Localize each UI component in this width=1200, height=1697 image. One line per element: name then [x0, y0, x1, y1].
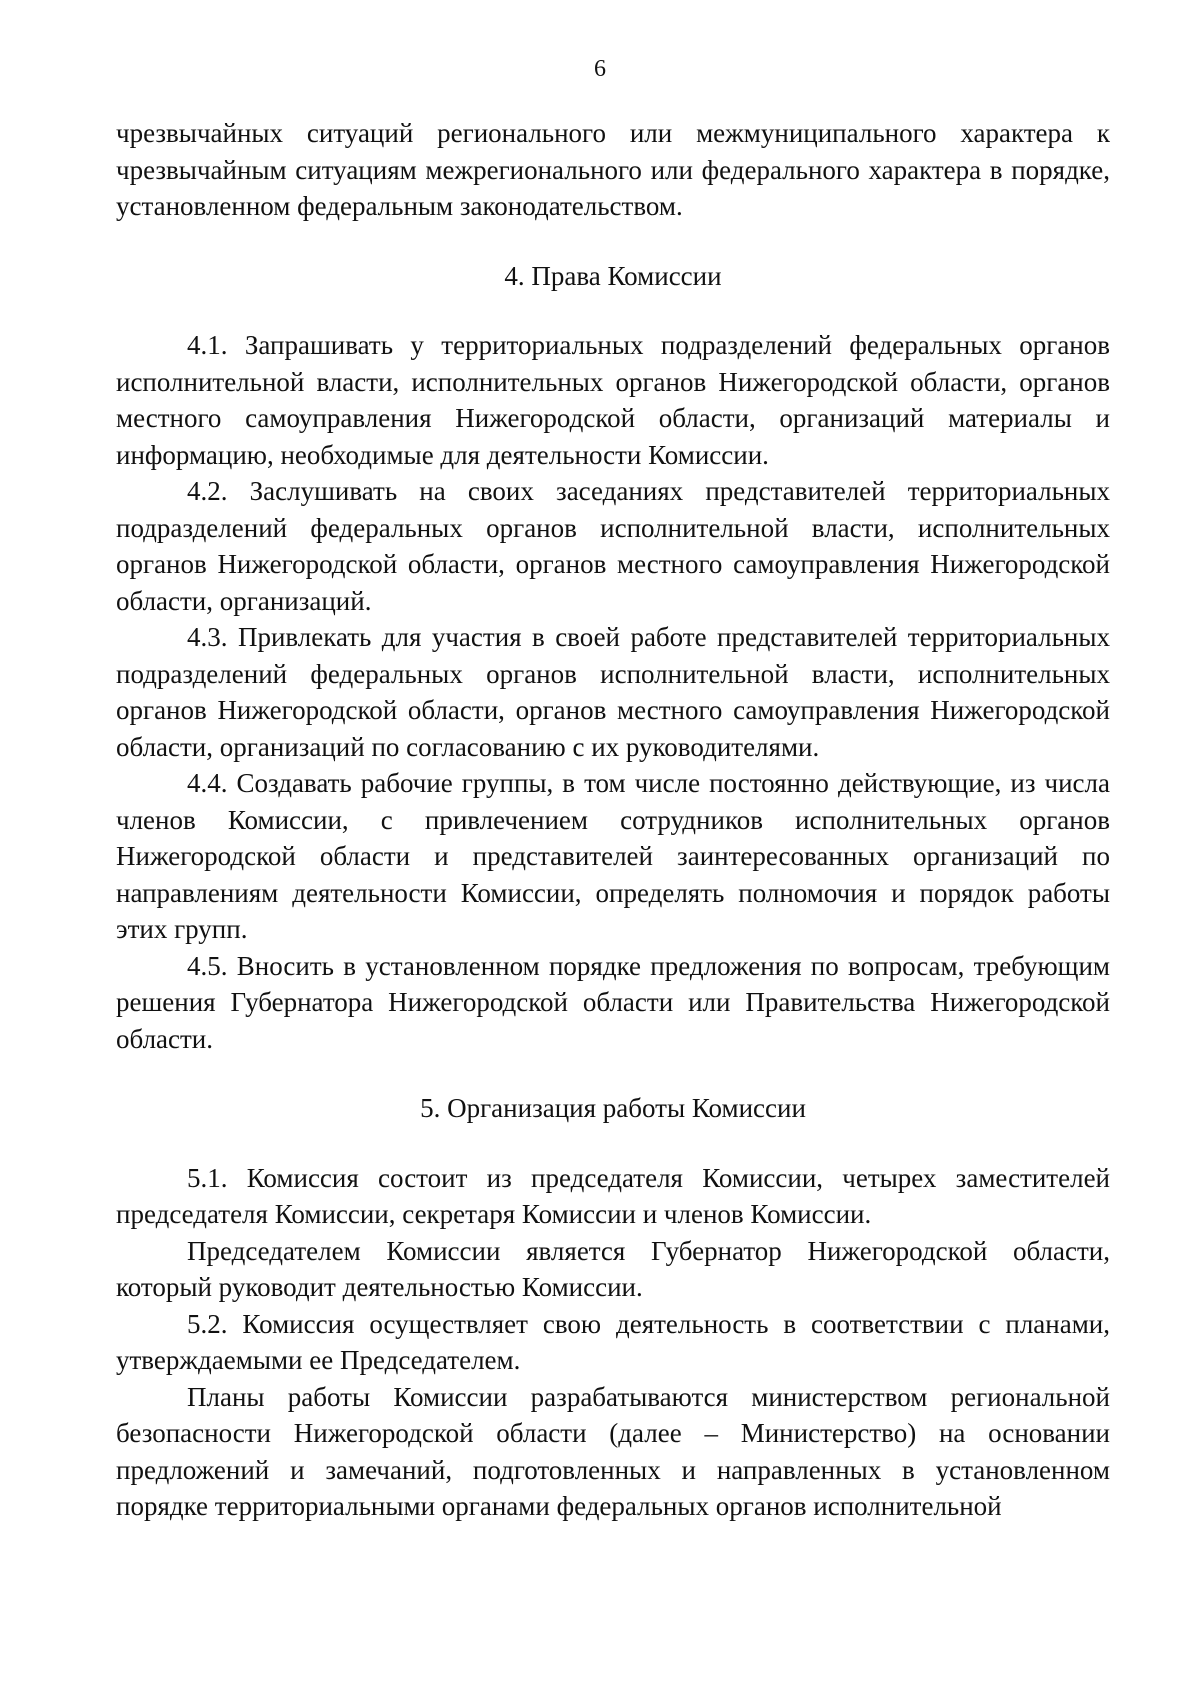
paragraph-4-4: 4.4. Создавать рабочие группы, в том числе постоянно действующие, из числа членов Комиссии, с привлечением сотрудников исполнительных органов Нижегородской области и представителей заинтересованных организаций по направлениям деятельности Комиссии, определять полномочия и порядок работы этих групп. — [116, 768, 1110, 944]
section-heading-rights: 4. Права Комиссии — [504, 260, 722, 291]
paragraph-4-2: 4.2. Заслушивать на своих заседаниях представителей территориальных подразделений федеральных органов исполнительной власти, исполнительных органов Нижегородской области, органов местного самоуправления Нижегородской области, организаций. — [116, 476, 1110, 616]
paragraph-4-5: 4.5. Вносить в установленном порядке предложения по вопросам, требующим решения Губернатора Нижегородской области или Правительства Нижегородской области. — [116, 950, 1110, 1054]
page-number: 6 — [594, 56, 606, 82]
paragraph-4-1: 4.1. Запрашивать у территориальных подразделений федеральных органов исполнительной власти, исполнительных органов Нижегородской области, органов местного самоуправления Нижегородской области, организаций материалы и информацию, необходимые для деятельности Комиссии. — [116, 330, 1110, 470]
paragraph-4-3: 4.3. Привлекать для участия в своей работе представителей территориальных подразделений федеральных органов исполнительной власти, исполнительных органов Нижегородской области, органов местного самоуправления Нижегородской области, организаций по согласованию с их руководителями. — [116, 622, 1110, 762]
paragraph-work-plans: Планы работы Комиссии разрабатываются министерством региональной безопасности Нижегородской области (далее – Министерство) на основании предложений и замечаний, подготовленных и направленных в установленном порядке территориальными органами федеральных органов исполнительной — [116, 1381, 1110, 1521]
paragraph-5-1: 5.1. Комиссия состоит из председателя Комиссии, четырех заместителей председателя Комиссии, секретаря Комиссии и членов Комиссии. — [116, 1162, 1110, 1229]
paragraph-chairman: Председателем Комиссии является Губернатор Нижегородской области, который руководит деятельностью Комиссии. — [116, 1235, 1110, 1302]
document-body — [116, 115, 1110, 1525]
paragraph-continuation: чрезвычайных ситуаций регионального или межмуниципального характера к чрезвычайным ситуациям межрегионального или федерального характера в порядке, установленном федеральным законодательством. — [116, 118, 1110, 221]
paragraph-5-2: 5.2. Комиссия осуществляет свою деятельность в соответствии с планами, утверждаемыми ее Председателем. — [116, 1308, 1110, 1375]
section-heading-organization: 5. Организация работы Комиссии — [420, 1093, 806, 1123]
